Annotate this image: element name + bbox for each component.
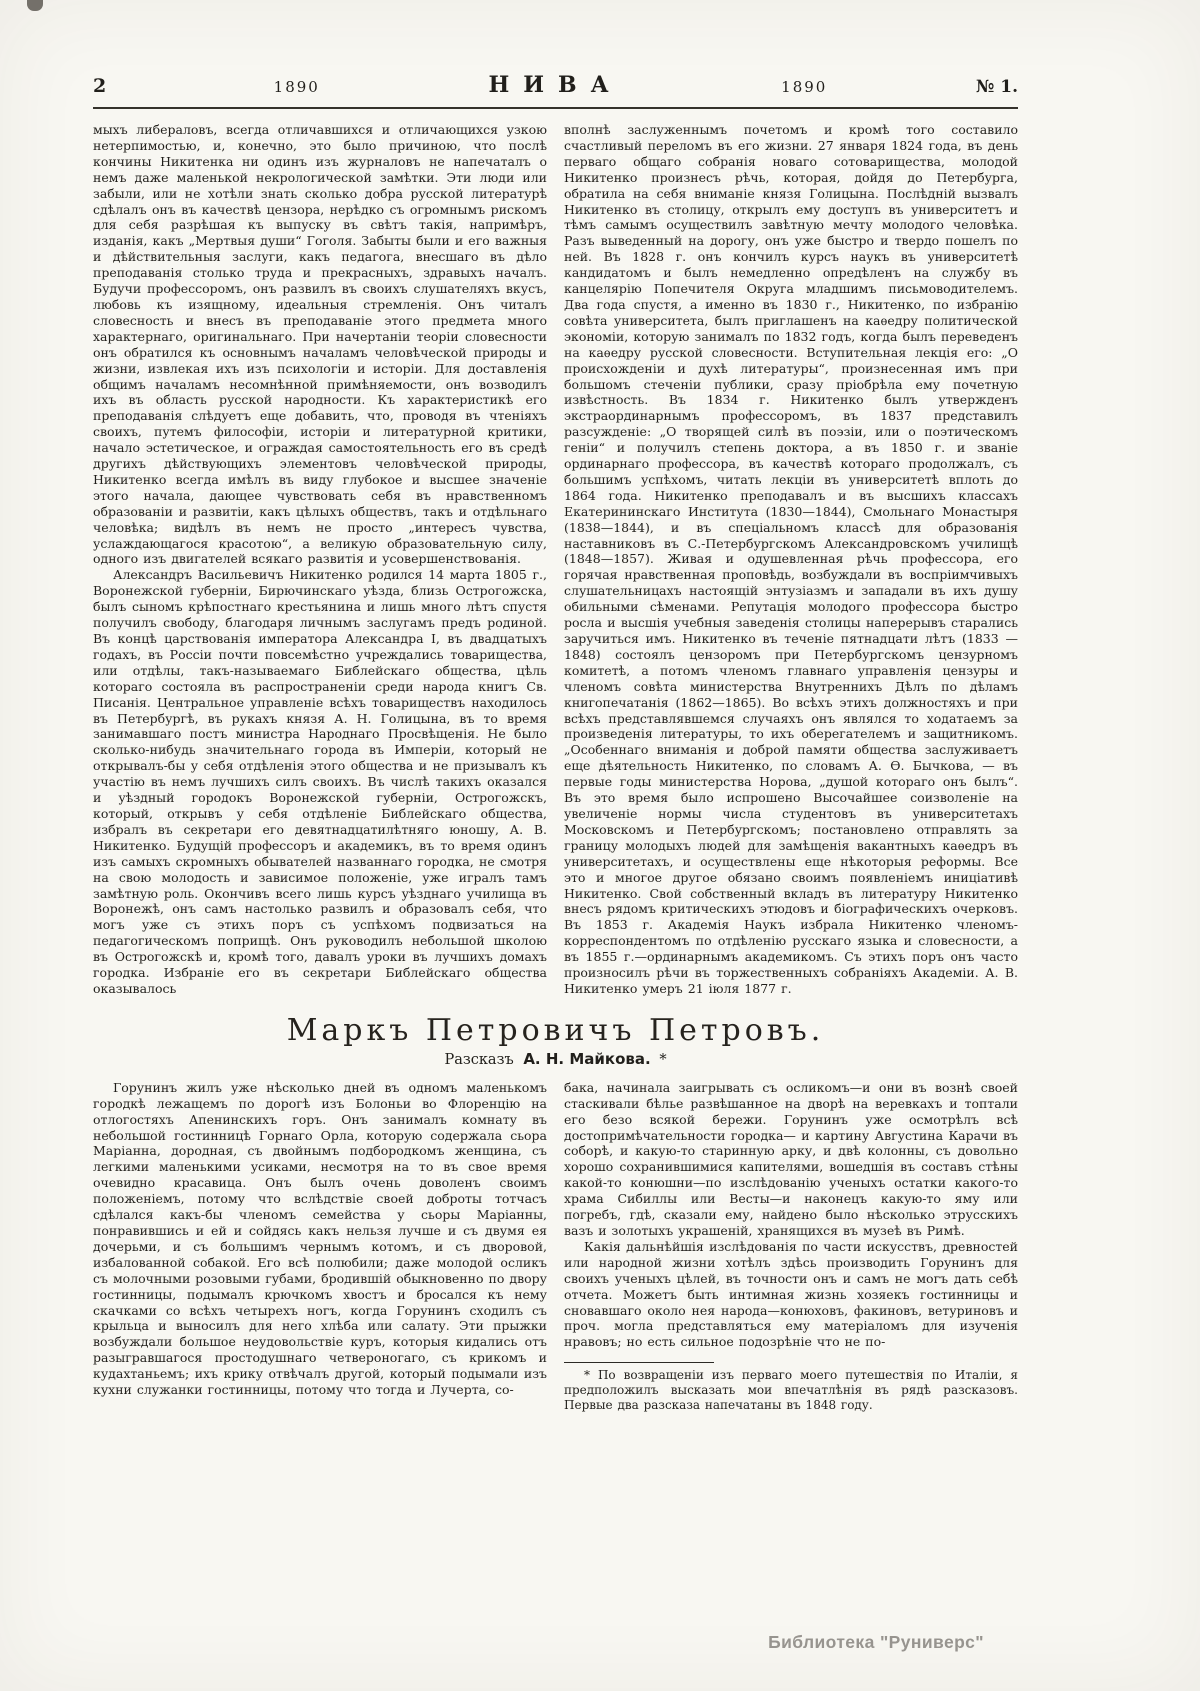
paragraph: Какія дальнѣйшія изслѣдованія по части искусствъ, древностей или народной жизни хотѣлъ здѣсь производить Горунинъ для своихъ ученыхъ цѣлей, въ точности онъ и самъ не могъ дать себѣ отчета. Можетъ быть интимная жизнь хозяекъ гостинницы и сновавшаго около нея народа—конюховъ, факиновъ, ветуриновъ и проч. могла представляться ему матеріаломъ для изученія нравовъ; но есть сильное подозрѣніе что не по- <box>564 1238 1018 1350</box>
subtitle-genre: Разсказъ <box>444 1051 514 1068</box>
page-content <box>93 72 1018 1413</box>
article-column-1 <box>93 122 547 997</box>
story-title: Маркъ Петровичъ Петровъ. <box>286 1012 825 1048</box>
article-column-2 <box>564 122 1018 997</box>
paragraph: бака, начинала заигрывать съ осликомъ—и они въ вознѣ своей стаскивали бѣлье развѣшанное на дворѣ на веревкахъ и топтали его безо всякой бережи. Горунинъ уже осмотрѣлъ всѣ достопримѣчательности городка— и картину Августина Карачи въ соборѣ, и какую-то старинную арку, и двѣ колонны, съ довольно хорошо сохранившимися капителями, вошедшія въ составъ стѣны какой-то конюшни—по изслѣдованію ученыхъ остатки какого-то храма Сибиллы или Весты—и наконецъ какую-то яму или погребъ, гдѣ, сказали ему, найдено было нѣсколько этрусскихъ вазъ и золотыхъ украшеній, хранящихся въ музеѣ въ Римѣ. <box>564 1079 1018 1238</box>
article-obituary <box>93 122 1018 997</box>
year-right: 1890 <box>781 78 828 96</box>
year-left: 1890 <box>273 78 320 96</box>
scan-artifact <box>27 0 43 11</box>
page-number: 2 <box>93 75 107 97</box>
story-body <box>93 1080 1018 1413</box>
footnote-rule <box>564 1362 714 1363</box>
issue-number: № 1. <box>975 77 1018 97</box>
story-column-1 <box>93 1080 547 1413</box>
paragraph: Александръ Васильевичъ Никитенко родился 14 марта 1805 г., Воронежской губерніи, Бирючинскаго уѣзда, близь Острогожска, былъ сыномъ крѣпостнаго крестьянина и лишь много лѣтъ спустя получилъ свободу, благодаря личнымъ заслугамъ предъ родиной. Въ концѣ царствованія императора Александра I, въ двадцатыхъ годахъ, въ Россіи почти повсемѣстно учреждались товарищества, или отдѣлы, такъ-называемаго Библейскаго общества, цѣль котораго состояла въ распространеніи среди народа книгъ Св. Писанія. Центральное управленіе всѣхъ товариществъ находилось въ Петербургѣ, въ рукахъ князя А. Н. Голицына, въ то время занимавшаго постъ министра Народнаго Просвѣщенія. Не было сколько-нибудь значительнаго города въ Имперіи, который не открывалъ-бы у себя отдѣленія этого общества и не призывалъ къ участію въ немъ лучшихъ силъ своихъ. Въ числѣ такихъ оказался и уѣздный городокъ Воронежской губерніи, Острогожскъ, который, открывъ у себя отдѣленіе Библейскаго общества, избралъ въ секретари его девятнадцатилѣтняго юношу, А. В. Никитенко. Будущій профессоръ и академикъ, въ то время одинъ изъ самыхъ скромныхъ обывателей названнаго городка, не смотря на свою молодость и зависимое положеніе, уже игралъ тамъ замѣтную роль. Окончивъ всего лишь курсъ уѣзднаго училища въ Воронежѣ, онъ самъ настолько развилъ и образовалъ себя, что могъ уже съ этихъ поръ съ успѣхомъ подвизаться на педагогическомъ поприщѣ. Онъ руководилъ небольшой школою въ Острогожскѣ и, кромѣ того, давалъ уроки въ лучшихъ домахъ городка. Избраніе его въ секретари Библейскаго общества оказывалось <box>93 567 547 996</box>
masthead-title: НИВА <box>488 72 623 98</box>
story-column-2 <box>564 1080 1018 1413</box>
footnote: * По возвращеніи изъ перваго моего путешествія по Италіи, я предположилъ высказать мои впечатлѣнія въ рядѣ разсказовъ. Первые два разсказа напечатаны въ 1848 году. <box>564 1368 1018 1413</box>
story-subtitle <box>93 1050 1018 1068</box>
header-rule <box>93 107 1018 109</box>
footnote-asterisk: * <box>659 1051 667 1068</box>
subtitle-author: А. Н. Майкова. <box>523 1049 651 1068</box>
paragraph: Горунинъ жилъ уже нѣсколько дней въ одномъ маленькомъ городкѣ лежащемъ по дорогѣ изъ Болоньи во Флоренцію на отлогостяхъ Апенинскихъ горъ. Онъ занималъ комнату въ небольшой гостинницѣ Горнаго Орла, которую содержала сьора Маріанна, дородная, съ двойнымъ подбородкомъ женщина, съ легкими маленькими усиками, несмотря на то въ свое время очевидно красавица. Онъ былъ очень доволенъ своимъ положеніемъ, потому что вслѣдствіе своей доброты тотчасъ сдѣлался какъ-бы членомъ семейства у сьоры Маріанны, понравившись и ей и сойдясь какъ нельзя лучше и съ двумя ея дочерьми, и съ большимъ чернымъ котомъ, и съ дворовой, избалованной собакой. Его всѣ полюбили; даже молодой осликъ съ молочными розовыми губами, бродившій обыкновенно по двору гостинницы, подымалъ крючкомъ хвостъ и бросался къ нему скачками со всѣхъ четырехъ ногъ, когда Горунинъ сходилъ съ крыльца и выносилъ для него хлѣба или салату. Эти прыжки возбуждали большое неудовольствіе куръ, которыя кидались отъ разыгравшагося простодушнаго четвероногаго, съ крикомъ и кудахтаньемъ; ихъ крику отвѣчалъ другой, который подымали изъ кухни служанки гостинницы, потому что тогда и Лучерта, со- <box>93 1079 547 1398</box>
page-header <box>93 72 1018 98</box>
library-watermark: Библиотека "Руниверс" <box>768 1632 984 1652</box>
paragraph: вполнѣ заслуженнымъ почетомъ и кромѣ того составило счастливый переломъ въ его жизни. 27 января 1824 года, въ день перваго общаго собранія новаго сотоварищества, молодой Никитенко произнесъ рѣчь, которая, дойдя до Петербурга, обратила на себя вниманіе князя Голицына. Послѣдній вызвалъ Никитенко въ столицу, открылъ ему доступъ въ университетъ и тѣмъ самымъ осуществилъ завѣтную мечту молодого человѣка. Разъ выведенный на дорогу, онъ уже быстро и твердо пошелъ по ней. Въ 1828 г. онъ кончилъ курсъ наукъ въ университетѣ кандидатомъ и былъ немедленно опредѣленъ на службу въ канцелярію Попечителя Округа младшимъ письмоводителемъ. Два года спустя, а именно въ 1830 г., Никитенко, по избранію совѣта университета, былъ приглашенъ на каѳедру политической экономіи, которую занималъ по 1832 годъ, когда былъ переведенъ на каѳедру русской словесности. Вступительная лекція его: „О происхожденіи и духѣ литературы“, произнесенная имъ при большомъ стеченіи публики, сразу пріобрѣла ему почетную извѣстность. Въ 1834 г. Никитенко былъ утвержденъ экстраординарнымъ профессоромъ, въ 1837 представилъ разсужденіе: „О творящей силѣ въ поэзіи, или о поэтическомъ геніи“ и получилъ степень доктора, а въ 1850 г. и званіе ординарнаго профессора, въ качествѣ котораго продолжалъ, съ большимъ успѣхомъ, читать лекціи въ университетѣ вплоть до 1864 года. Никитенко преподавалъ и въ высшихъ классахъ Екатерининскаго Института (1830—1844), Смольнаго Монастыря (1838—1844), и въ спеціальномъ классѣ для образованія наставниковъ въ С.-Петербургскомъ Александровскомъ училищѣ (1848—1857). Живая и одушевленная рѣчь профессора, его горячая нравственная проповѣдь, возбуждали въ воспріимчивыхъ слушательницахъ настоящій энтузіазмъ и западали въ ихъ душу обильными сѣменами. Репутація молодого профессора быстро росла и высшія учебныя заведенія столицы наперерывъ старались заручиться имъ. Никитенко въ теченіе пятнадцати лѣтъ (1833 — 1848) состоялъ цензоромъ при Петербургскомъ цензурномъ комитетѣ, а потомъ членомъ главнаго управленія цензуры и членомъ совѣта министерства Внутреннихъ Дѣлъ по дѣламъ книгопечатанія (1862—1865). Во всѣхъ этихъ должностяхъ и при всѣхъ представлявшемся случаяхъ онъ являлся то ходатаемъ за произведенія литературы, то ихъ оберегателемъ и защитникомъ. „Особеннаго вниманія и доброй памяти общества заслуживаетъ еще дѣятельность Никитенко, по словамъ А. Ѳ. Бычкова, — въ первые годы министерства Норова, „душой котораго онъ былъ“. Въ это время было испрошено Высочайшее соизволеніе на увеличеніе нормы числа студентовъ въ университетахъ Московскомъ и Петербургскомъ; постановлено отправлять за границу молодыхъ людей для замѣщенія вакантныхъ каѳедръ въ университетахъ, и осуществлены еще нѣкоторыя реформы. Все это и многое другое обязано своимъ появленіемъ иниціативѣ Никитенко. Свой собственный вкладъ въ литературу Никитенко внесъ рядомъ критическихъ этюдовъ и біографическихъ очерковъ. Въ 1853 г. Академія Наукъ избрала Никитенко членомъ-корреспондентомъ по отдѣленію русскаго языка и словесности, а въ 1855 г.—ординарнымъ академикомъ. Съ этихъ поръ онъ часто произносилъ рѣчи въ торжественныхъ собраніяхъ Академіи. А. В. Никитенко умеръ 21 іюля 1877 г. <box>564 122 1018 996</box>
paragraph: мыхъ либераловъ, всегда отличавшихся и отличающихся узкою нетерпимостью, и, конечно, это было причиною, что послѣ кончины Никитенка ни одинъ изъ журналовъ не напечаталъ о немъ даже маленькой некрологической замѣтки. Эти люди или забыли, или не хотѣли знать сколько добра русской литературѣ сдѣлалъ онъ въ качествѣ цензора, нерѣдко съ огромнымъ рискомъ для себя разрѣшая къ выпуску въ свѣтъ такія, напримѣръ, изданія, какъ „Мертвыя души“ Гоголя. Забыты были и его важныя и дѣйствительныя заслуги, какъ педагога, внесшаго въ дѣло преподаванія столько труда и прекрасныхъ, здравыхъ началъ. Будучи профессоромъ, онъ развилъ въ своихъ слушателяхъ вкусъ, любовь къ изящному, идеальныя стремленія. Онъ читалъ словесность и внесъ въ преподаваніе этого предмета много характернаго, оригинальнаго. При начертаніи теоріи словесности онъ обратился къ основнымъ началамъ человѣческой природы и жизни, извлекая ихъ изъ психологіи и исторіи. Для доставленія общимъ началамъ несомнѣнной примѣняемости, онъ возводилъ ихъ въ область русской народности. Къ характеристикѣ его преподаванія слѣдуетъ еще добавить, что, проводя въ чтеніяхъ своихъ, путемъ философіи, исторіи и литературной критики, начало эстетическое, и ограждая самостоятельность его въ средѣ другихъ дѣйствующихъ элементовъ человѣческой природы, Никитенко всегда имѣлъ въ виду глубокое и высшее значеніе этого начала, дающее чувствовать себя въ нравственномъ образованіи и развитіи, какъ цѣлыхъ обществъ, такъ и отдѣльнаго человѣка; видѣлъ въ немъ не просто „интересъ чувства, услаждающагося красотою“, а великую образовательную силу, одного изъ двигателей всякаго развитія и усовершенствованія. <box>93 122 547 567</box>
story-column-2-text <box>564 1080 1018 1350</box>
